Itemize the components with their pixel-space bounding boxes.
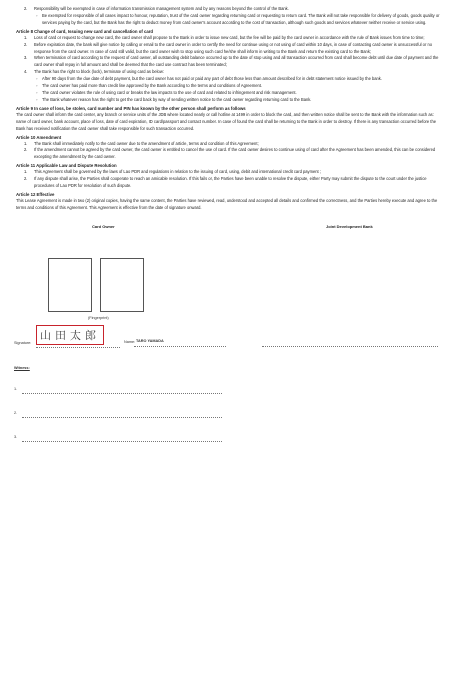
witness-list (16, 387, 443, 467)
signature-line (36, 347, 120, 348)
article-8-heading: Article 8 Change of card, Issuing new card and cancellation of card (16, 28, 154, 34)
list-item: 2. Before expiration date, the bank will give notice by calling or email to the card owner in order to certify the need for continue using or not using of card within 10 days, in case of contacting card owner is unsuccessful or no response from the card owner. In case of card still valid, but the card owner wish to stop using such card he/she shall inform in writing to the Bank and return the existing card to the Bank; (24, 41, 432, 54)
article-9-text: The card owner shall inform the card center, any branch or service units of the JDB where located nearly or call hotline at 1499 in order to block the card, and then written notice shall be sent to the Bank with the information such as: name of card owner, bank account, place of loss, date of card expiration, ID card/passport and contact number. In case of found the card shall be returning to the Bank in order to destroy. If there is any transaction occurred before the Bank has received notification the card owner shall take responsible for such transaction occurred. (16, 111, 436, 131)
article-9-heading: Article 9 In case of loss, be stolen, card number and PIN has known by the other person shall perform as follows (16, 105, 246, 111)
article-10-items (16, 141, 443, 162)
list-item: ◦ Be exempted for responsible of all cases impact to honour, reputation, trust of the card owner regarding returning card or requesting to return card. The Bank will not take responsible for delivery of goods, goods quality or services paying by the card, but the Bank has the right to deduct money from card owner's account according to the cost of transaction, although such goods and services whatever neither receive or service using. (36, 12, 440, 25)
witness-line (22, 417, 222, 418)
list-item: 3. When termination of card according to the request of card owner, all outstanding debit balance occurred up to the date of stop using and all transaction occurred from card shall become debt until due date of payment and the card owner shall repay in full amount and shall be deemed that the card use contract has been terminated; (24, 55, 439, 68)
list-item: ◦ The card owner has paid more than credit line approved by the Bank according to the terms and conditions of Agreement. (36, 83, 263, 89)
card-owner-label: Card Owner (92, 223, 115, 229)
list-item: 2. If the amendment cannot be agreed by the card owner, the card owner is entitled to cancel the use of card. If the card owner desires to continue using of card after the Agreement has been amended, this can be considered excepting the amendment by the card owner. (24, 147, 436, 160)
list-item: 1. Loss of card or request to change new card, the card owner shall propose to the Bank in order to issue new card, but the fee will be paid by the card owner in accordance with the rule of Bank issues from time to time; (24, 34, 425, 40)
witness-heading: Witness: (14, 365, 30, 370)
seal-stamp: 山田太郎 (36, 325, 104, 345)
name-value: TARO YAMADA (136, 338, 164, 343)
bullet-icon: ◦ (36, 12, 38, 18)
bullet-icon: ◦ (36, 76, 38, 82)
bullet-icon: ◦ (36, 83, 38, 89)
list-item: ◦ After 90 days from the due date of debt payment, but the card owner has not paid or paid any part of debt those less than amount described for in debt statement notice issued by the bank. (36, 76, 382, 82)
witness-line (22, 393, 222, 394)
article-12-text: This Lease Agreement is made in two (2) original copies, having the same content, the Parties have reviewed, read, understood and accepted all details and confirmed the correctness, and the Parties hereby execute and agree to the terms and conditions of this Agreement. This Agreement is effective from the date of signature onward. (16, 197, 438, 210)
bank-label: Joint Development Bank (326, 223, 373, 229)
article-8-bullets (16, 76, 443, 104)
list-item: ◦ The card owner violates the rule of using card or breaks the law impacts to the use of card and related to infringement and risk management. (36, 89, 297, 95)
witness-number: 3. (14, 434, 18, 439)
witness-number: 2. (14, 410, 18, 415)
list-item: 1. The Bank shall immediately notify to the card owner due to the amendment of article, terms and condition of this Agreement; (24, 140, 259, 146)
name-label: Name: (124, 339, 136, 344)
article-11-heading: Article 11 Applicable Law and Dispute Resolution (16, 163, 117, 169)
witness-number: 1. (14, 386, 18, 391)
fingerprint-label: (Fingerprint) (88, 315, 109, 320)
fingerprint-box-right (100, 258, 144, 312)
signature-label: Signature: (14, 340, 32, 345)
article-12-heading: Article 12 Effective (16, 191, 55, 197)
list-item: 2. If any dispute shall arise, the Parties shall cooperate to reach an amicable resolution. If this fails or, the Parties have been unable to resolve the dispute, either Party may submit the dispute to the court under the justice procedures of Lao PDR for resolution of such dispute. (24, 176, 427, 189)
top-bullets (16, 13, 443, 27)
list-item: 2. Responsibility will be exempted in case of information transmission management system and by any reasons beyond the control of the Bank. (24, 6, 289, 11)
bullet-icon: ◦ (36, 89, 38, 95)
article-10-heading: Article 10 Amendment (16, 134, 62, 140)
bank-signature-line (262, 346, 438, 347)
signature-section (16, 212, 443, 387)
fingerprint-box-left (48, 258, 92, 312)
list-item: 1. This Agreement shall be governed by the laws of Lao PDR and regulations in relation to the issuing of card, using, debit and international credit card payment ; (24, 169, 321, 175)
bullet-icon: ◦ (36, 96, 38, 102)
top-items (16, 6, 443, 13)
list-item: ◦ The Bank whatever reason has the right to get the card back by way of sending written notice to the card owner regarding returning card to the Bank. (36, 96, 312, 102)
witness-line (22, 441, 222, 442)
article-11-items (16, 169, 443, 190)
list-item: 4. The Bank has the right to block (lock), terminate of using card as below: (24, 69, 164, 75)
article-8-items (16, 35, 443, 76)
name-line (134, 346, 226, 347)
